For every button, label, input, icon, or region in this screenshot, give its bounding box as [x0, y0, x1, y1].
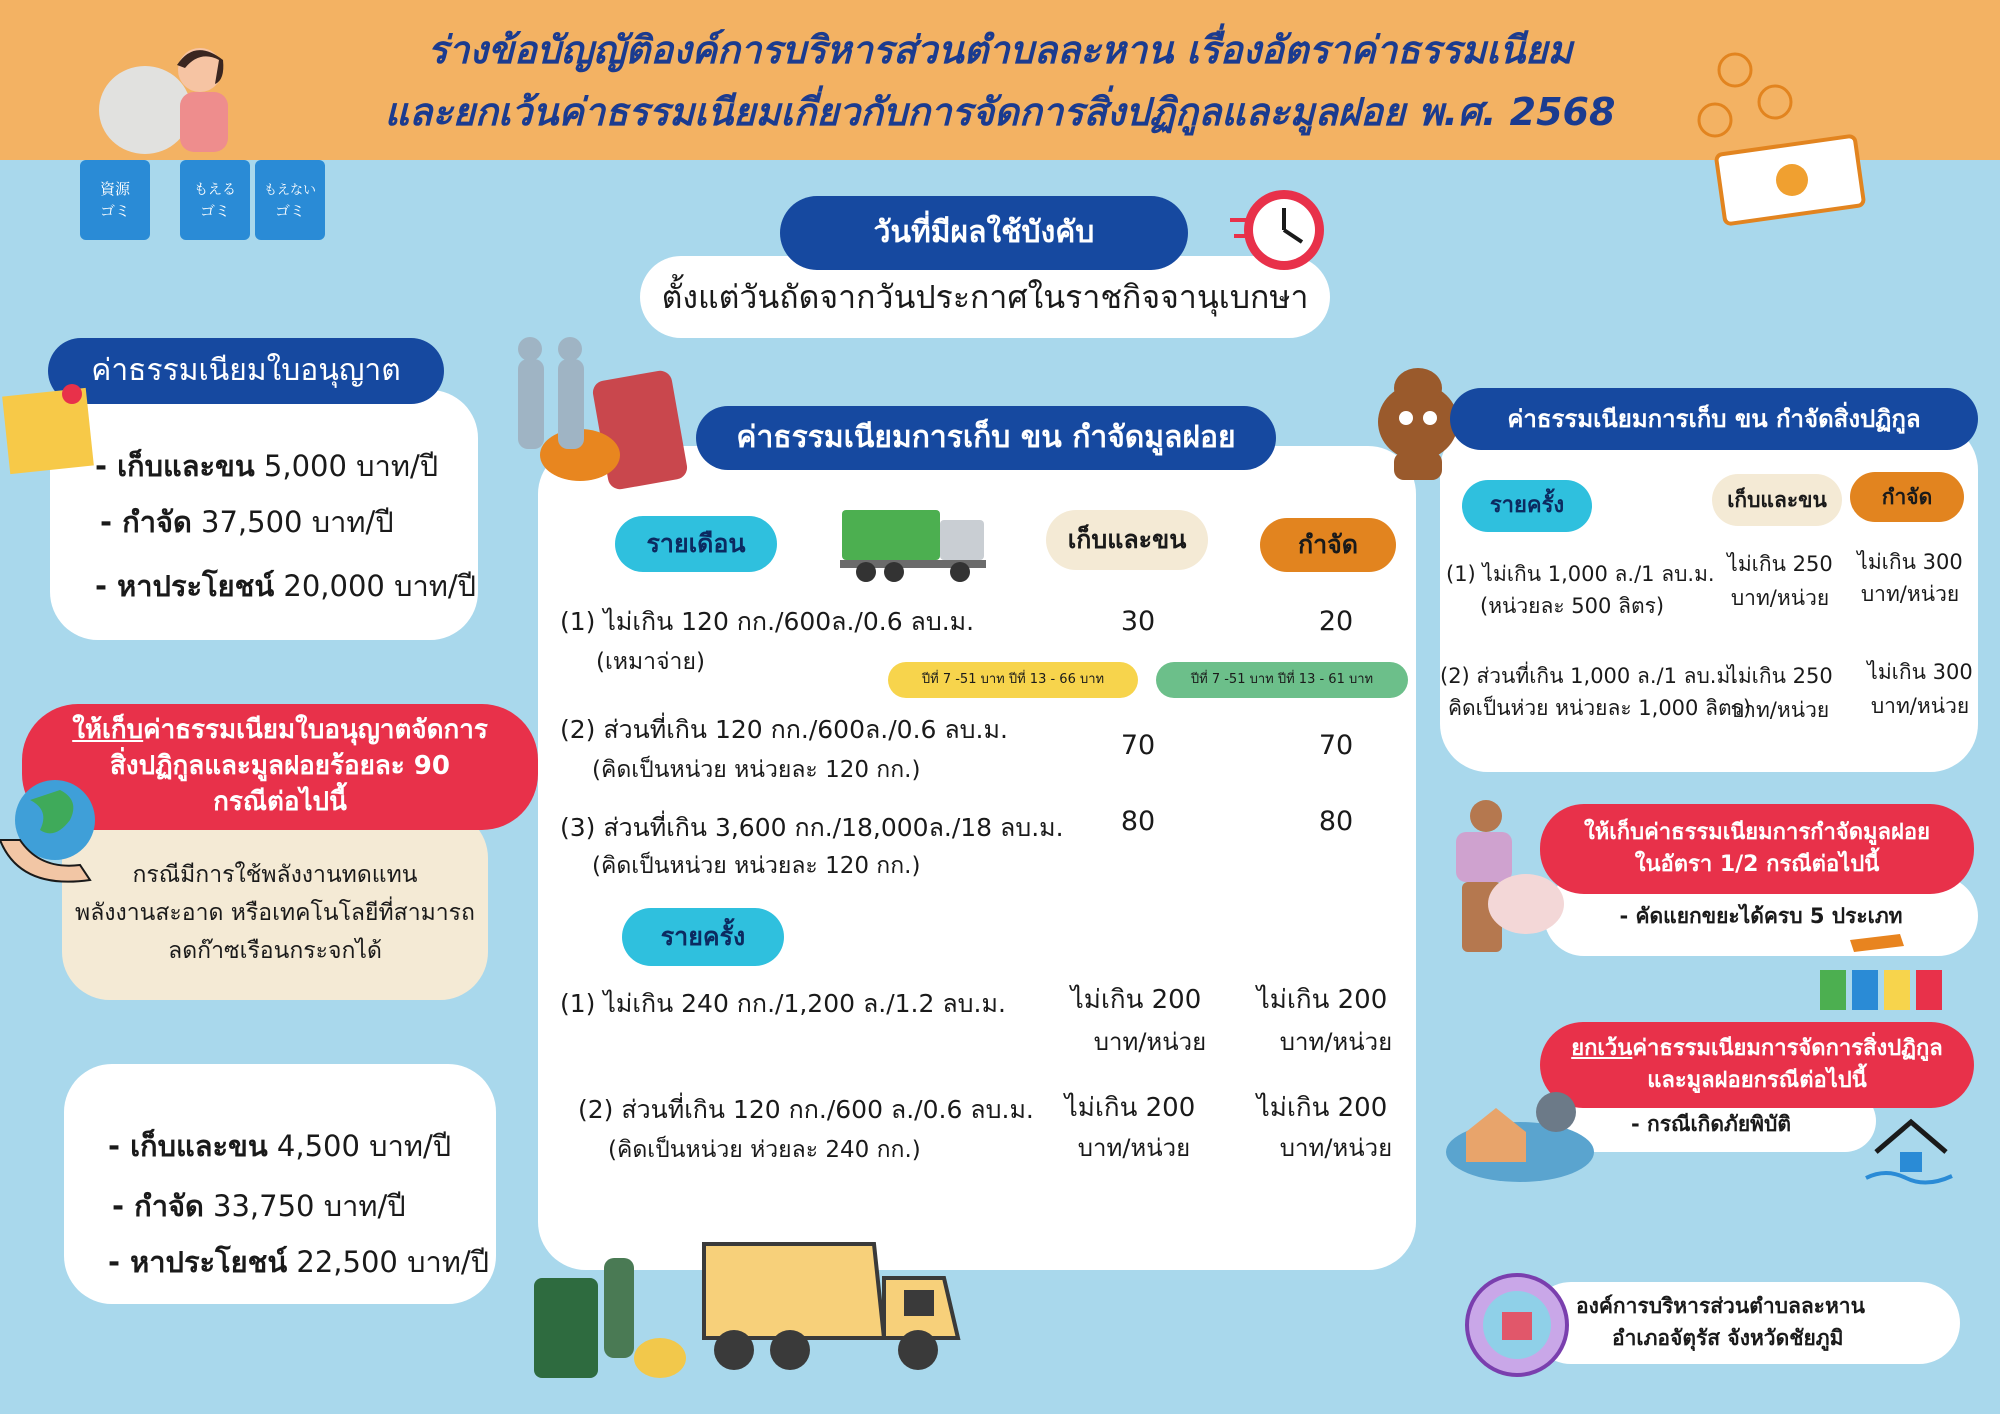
dump-truck-illustration [694, 1238, 964, 1380]
sewage-row-1-dispose2: บาท/หน่วย [1870, 694, 1970, 718]
sewage-row-1-collect2: บาท/หน่วย [1730, 698, 1830, 722]
waste-fee-title: ค่าธรรมเนียมการเก็บ ขน กำจัดมูลฝอย [696, 406, 1276, 470]
discount90-item-0-label: - เก็บและขน [108, 1129, 268, 1163]
sewage-per-time-badge: รายครั้ง [1462, 480, 1592, 532]
waste-time-row-1-collect1: ไม่เกิน 200 [1064, 1093, 1196, 1123]
discount90-cond-2: ลดก๊าซเรือนกระจกได้ [168, 938, 382, 964]
effective-date-text: ตั้งแต่วันถัดจากวันประกาศในราชกิจจานุเบกษา [661, 278, 1309, 316]
page-title-line2: และยกเว้นค่าธรรมเนียมเกี่ยวกับการจัดการสิ่งปฏิกูลและมูลฝอย พ.ศ. 2568 [384, 90, 1616, 134]
exempt-line2: และมูลฝอยกรณีต่อไปนี้ [1647, 1068, 1867, 1093]
money-icon [1700, 50, 1870, 220]
exempt-banner [1540, 1022, 1974, 1108]
waste-row-1-l1: (2) ส่วนที่เกิน 120 กก./600ล./0.6 ลบ.ม. [560, 715, 1008, 744]
waste-note-collect: ปีที่ 7 -51 บาท ปีที่ 13 - 66 บาท [888, 662, 1138, 698]
sticky-note-icon [0, 378, 100, 474]
waste-row-1-dispose: 70 [1318, 730, 1354, 761]
org-line1: องค์การบริหารส่วนตำบลละหาน [1576, 1294, 1865, 1318]
license-fee-title: ค่าธรรมเนียมใบอนุญาต [48, 338, 444, 404]
license-item-1-value: 37,500 บาท/ปี [201, 505, 394, 539]
exempt-cond: - กรณีเกิดภัยพิบัติ [1631, 1112, 1791, 1136]
discount90-item-2-label: - หาประโยชน์ [108, 1245, 288, 1279]
waste-row-2-collect: 80 [1120, 806, 1156, 837]
waste-row-0-dispose: 20 [1318, 606, 1354, 637]
discount90-rest1: ค่าธรรมเนียมใบอนุญาตจัดการ [143, 715, 488, 745]
sewage-row-1-dispose1: ไม่เกิน 300 [1867, 660, 1973, 684]
svg-text:もえる: もえる [194, 182, 236, 198]
clock-icon [1230, 180, 1330, 280]
waste-time-row-0-dispose2: บาท/หน่วย [1279, 1028, 1393, 1056]
worker-bins-illustration [530, 1258, 690, 1380]
svg-text:ゴミ: ゴミ [99, 202, 131, 220]
waste-time-row-1-collect2: บาท/หน่วย [1077, 1134, 1191, 1162]
discount90-item-2-value: 22,500 บาท/ปี [296, 1245, 490, 1279]
effective-date-label: วันที่มีผลใช้บังคับ [780, 196, 1188, 270]
half-rate-line2: ในอัตรา 1/2 กรณีต่อไปนี้ [1634, 852, 1880, 877]
discount90-item-1-value: 33,750 บาท/ปี [213, 1189, 406, 1223]
waste-per-time-badge: รายครั้ง [622, 908, 784, 966]
waste-time-row-0-dispose1: ไม่เกิน 200 [1256, 985, 1388, 1015]
discount90-item-1-label: - กำจัด [112, 1189, 204, 1223]
workers-cart-illustration [490, 335, 710, 505]
waste-row-0-l2: (เหมาจ่าย) [596, 649, 705, 675]
waste-monthly-badge: รายเดือน [615, 516, 777, 572]
svg-text:もえない: もえない [263, 183, 317, 198]
waste-row-0-collect: 30 [1120, 606, 1156, 637]
license-item-1-label: - กำจัด [100, 505, 192, 539]
flooded-house-icon [1866, 1112, 1956, 1192]
half-rate-line1: ให้เก็บค่าธรรมเนียมการกำจัดมูลฝอย [1584, 820, 1930, 845]
sewage-row-0-l2: (หน่วยละ 500 ลิตร) [1480, 594, 1665, 618]
sewage-row-1-l2: คิดเป็นห่วย หน่วยละ 1,000 ลิตร) [1448, 696, 1752, 720]
sewage-row-0-l1: (1) ไม่เกิน 1,000 ล./1 ลบ.ม. [1446, 562, 1715, 586]
waste-time-row-0-collect1: ไม่เกิน 200 [1070, 985, 1202, 1015]
waste-col-collect: เก็บและขน [1046, 510, 1208, 570]
org-line2: อำเภอจัตุรัส จังหวัดชัยภูมิ [1612, 1326, 1844, 1350]
waste-time-row-1-l2: (คิดเป็นหน่วย ห่วยละ 240 กก.) [608, 1137, 921, 1163]
svg-text:ゴミ: ゴミ [274, 202, 306, 220]
sewage-row-0-collect2: บาท/หน่วย [1730, 586, 1830, 610]
license-item-0-label: - เก็บและขน [95, 449, 255, 483]
sewage-fee-title: ค่าธรรมเนียมการเก็บ ขน กำจัดสิ่งปฏิกูล [1450, 388, 1978, 450]
sewage-col-collect: เก็บและขน [1712, 474, 1842, 526]
waste-col-dispose: กำจัด [1260, 518, 1396, 572]
waste-time-row-1-dispose2: บาท/หน่วย [1279, 1134, 1393, 1162]
garbage-truck-icon [840, 504, 990, 584]
waste-row-2-dispose: 80 [1318, 806, 1354, 837]
sewage-row-1-l1: (2) ส่วนที่เกิน 1,000 ล./1 ลบ.ม. [1440, 664, 1737, 688]
discount90-item-0-value: 4,500 บาท/ปี [276, 1129, 452, 1163]
exempt-rest1: ค่าธรรมเนียมการจัดการสิ่งปฏิกูล [1632, 1036, 1943, 1061]
discount90-line3: กรณีต่อไปนี้ [213, 787, 347, 817]
license-item-0-value: 5,000 บาท/ปี [263, 449, 439, 483]
waste-note-dispose: ปีที่ 7 -51 บาท ปีที่ 13 - 61 บาท [1156, 662, 1408, 698]
recycle-bins-illustration [80, 160, 330, 240]
half-rate-banner [1540, 804, 1974, 894]
half-rate-cond: - คัดแยกขยะได้ครบ 5 ประเภท [1619, 904, 1903, 928]
discount90-underline: ให้เก็บ [72, 715, 144, 745]
sewage-row-1-collect1: ไม่เกิน 250 [1727, 664, 1833, 688]
waste-row-1-l2: (คิดเป็นหน่วย หน่วยละ 120 กก.) [592, 757, 921, 783]
girl-trash-illustration [95, 40, 235, 170]
sewage-row-0-dispose1: ไม่เกิน 300 [1857, 550, 1963, 574]
sewage-row-0-collect1: ไม่เกิน 250 [1727, 552, 1833, 576]
svg-text:ゴミ: ゴミ [199, 202, 231, 220]
exempt-underline: ยกเว้น [1571, 1036, 1633, 1061]
discount90-cond-0: กรณีมีการใช้พลังงานทดแทน [132, 862, 418, 888]
waste-time-row-0-l1: (1) ไม่เกิน 240 กก./1,200 ล./1.2 ลบ.ม. [560, 989, 1006, 1018]
page-title-line1: ร่างข้อบัญญัติองค์การบริหารส่วนตำบลละหาน เรื่องอัตราค่าธรรมเนียม [427, 28, 1573, 72]
waste-time-row-0-collect2: บาท/หน่วย [1093, 1028, 1207, 1056]
five-bins-icon [1820, 934, 1950, 1014]
waste-row-1-collect: 70 [1120, 730, 1156, 761]
discount90-cond-1: พลังงานสะอาด หรือเทคโนโลยีที่สามารถ [75, 900, 475, 926]
sewage-col-dispose: กำจัด [1850, 472, 1964, 522]
license-item-2-value: 20,000 บาท/ปี [283, 569, 477, 603]
waste-time-row-1-l1: (2) ส่วนที่เกิน 120 กก./600 ล./0.6 ลบ.ม. [578, 1095, 1034, 1124]
waste-row-2-l2: (คิดเป็นหน่วย หน่วยละ 120 กก.) [592, 853, 921, 879]
license-item-2-label: - หาประโยชน์ [95, 569, 275, 603]
waste-row-0-l1: (1) ไม่เกิน 120 กก./600ล./0.6 ลบ.ม. [560, 607, 975, 636]
waste-time-row-1-dispose1: ไม่เกิน 200 [1256, 1093, 1388, 1123]
svg-text:資源: 資源 [99, 180, 131, 198]
poop-mascot-icon [1374, 352, 1462, 482]
org-seal-logo [1464, 1272, 1570, 1378]
sewage-row-0-dispose2: บาท/หน่วย [1860, 582, 1960, 606]
discount90-line2: สิ่งปฏิกูลและมูลฝอยร้อยละ 90 [110, 751, 450, 781]
waste-row-2-l1: (3) ส่วนที่เกิน 3,600 กก./18,000ล./18 ลบ.ม. [560, 813, 1064, 842]
